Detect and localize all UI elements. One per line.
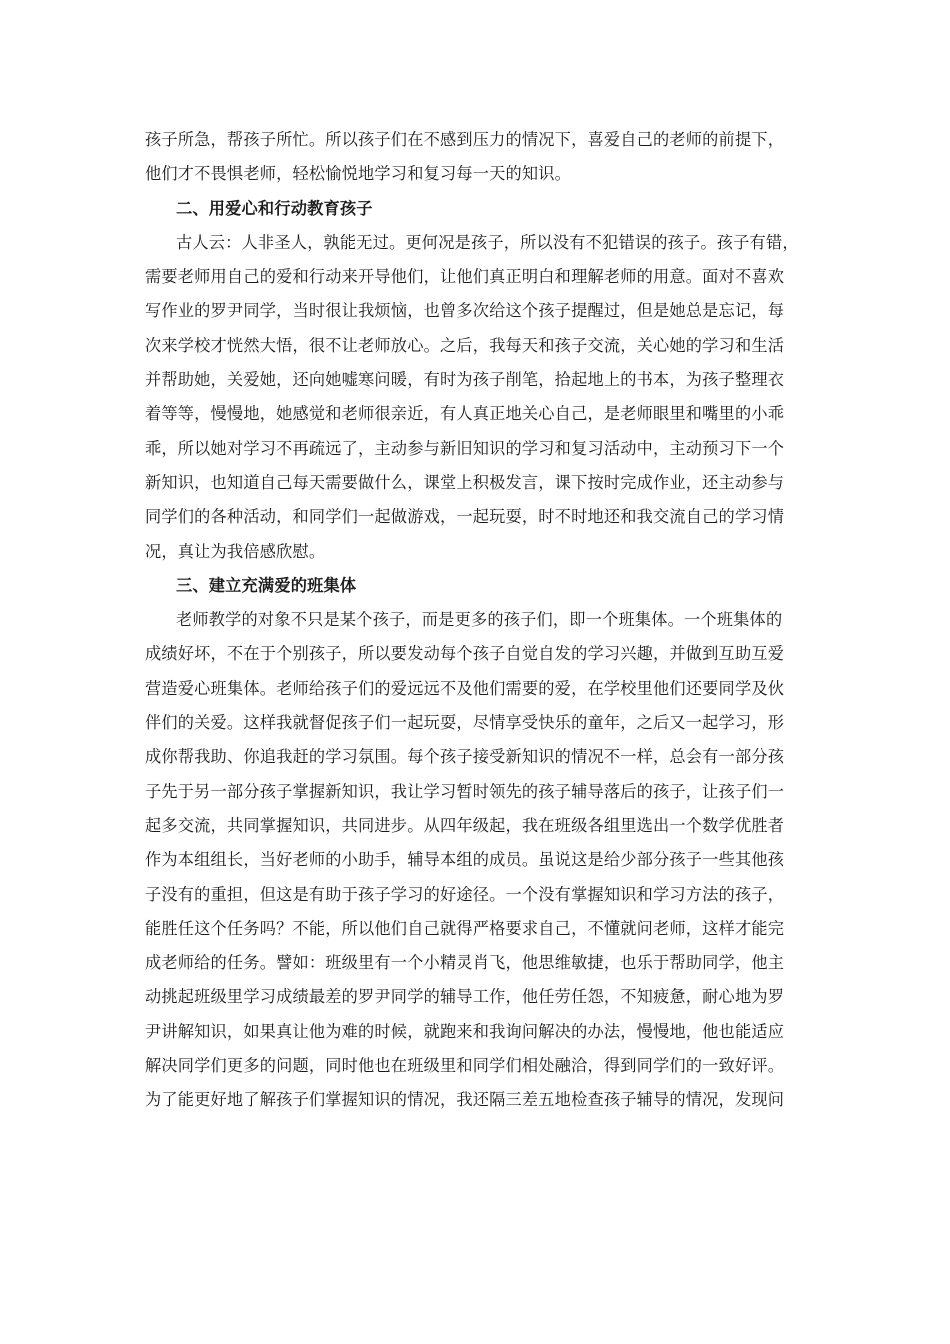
- paragraph-line: 营造爱心班集体。老师给孩子们的爱远远不及他们需要的爱，在学校里他们还要同学及伙: [145, 678, 785, 698]
- paragraph-line: 老师教学的对象不只是某个孩子，而是更多的孩子们，即一个班集体。一个班集体的: [176, 610, 783, 630]
- paragraph-line: 伴们的关爱。这样我就督促孩子们一起玩耍，尽情享受快乐的童年，之后又一起学习，形: [145, 713, 785, 733]
- paragraph-line: 同学们的各种活动，和同学们一起做游戏，一起玩耍，时不时地还和我交流自己的学习情: [145, 507, 785, 527]
- paragraph-line: 次来学校才恍然大悟，很不让老师放心。之后，我每天和孩子交流，关心她的学习和生活: [145, 335, 785, 355]
- paragraph-line: 写作业的罗尹同学，当时很让我烦恼，也曾多次给这个孩子提醒过，但是她总是忘记，每: [145, 301, 785, 321]
- paragraph-line: 古人云：人非圣人，孰能无过。更何况是孩子，所以没有不犯错误的孩子。孩子有错，: [176, 232, 799, 252]
- paragraph-line: 为了能更好地了解孩子们掌握知识的情况，我还隔三差五地检查孩子辅导的情况，发现问: [145, 1090, 785, 1110]
- paragraph-line: 况，真让为我倍感欣慰。: [145, 541, 326, 561]
- paragraph-line: 解决同学们更多的问题，同时他也在班级里和同学们相处融洽，得到同学们的一致好评。: [145, 1056, 785, 1076]
- paragraph-line: 需要老师用自己的爱和行动来开导他们，让他们真正明白和理解老师的用意。面对不喜欢: [145, 267, 785, 287]
- paragraph-line: 乖，所以她对学习不再疏远了，主动参与新旧知识的学习和复习活动中，主动预习下一个: [145, 438, 785, 458]
- paragraph-line: 起多交流，共同掌握知识，共同进步。从四年级起，我在班级各组里选出一个数学优胜者: [145, 815, 785, 835]
- paragraph-line: 他们才不畏惧老师，轻松愉悦地学习和复习每一天的知识。: [145, 164, 572, 184]
- paragraph-line: 成老师给的任务。譬如：班级里有一个小精灵肖飞，他思维敏捷，也乐于帮助同学，他主: [145, 953, 785, 973]
- paragraph-line: 子没有的重担，但这是有助于孩子学习的好途径。一个没有掌握知识和学习方法的孩子，: [145, 884, 785, 904]
- section-heading: 二、用爱心和行动教育孩子: [176, 198, 373, 218]
- paragraph-line: 成你帮我助、你追我赶的学习氛围。每个孩子接受新知识的情况不一样，总会有一部分孩: [145, 747, 785, 767]
- paragraph-line: 着等等，慢慢地，她感觉和老师很亲近，有人真正地关心自己，是老师眼里和嘴里的小乖: [145, 404, 785, 424]
- section-heading: 三、建立充满爱的班集体: [176, 575, 357, 595]
- paragraph-line: 能胜任这个任务吗？不能，所以他们自己就得严格要求自己，不懂就问老师，这样才能完: [145, 918, 785, 938]
- paragraph-line: 成绩好坏，不在于个别孩子，所以要发动每个孩子自觉自发的学习兴趣，并做到互助互爱: [145, 644, 785, 664]
- paragraph-line: 孩子所急，帮孩子所忙。所以孩子们在不感到压力的情况下，喜爱自己的老师的前提下，: [145, 130, 785, 149]
- document-body: [145, 123, 810, 1118]
- paragraph-line: 动挑起班级里学习成绩最差的罗尹同学的辅导工作，他任劳任怨，不知疲惫，耐心地为罗: [145, 987, 785, 1007]
- paragraph-line: 新知识，也知道自己每天需要做什么，课堂上积极发言，课下按时完成作业，还主动参与: [145, 472, 785, 492]
- paragraph-line: 并帮助她，关爱她，还向她嘘寒问暖，有时为孩子削笔，拾起地上的书本，为孩子整理衣: [145, 370, 785, 390]
- paragraph-line: 作为本组组长，当好老师的小助手，辅导本组的成员。虽说这是给少部分孩子一些其他孩: [145, 850, 785, 870]
- paragraph-line: 尹讲解知识，如果真让他为难的时候，就跑来和我询问解决的办法，慢慢地，他也能适应: [145, 1021, 785, 1041]
- paragraph-line: 子先于另一部分孩子掌握新知识，我让学习暂时领先的孩子辅导落后的孩子，让孩子们一: [145, 781, 785, 801]
